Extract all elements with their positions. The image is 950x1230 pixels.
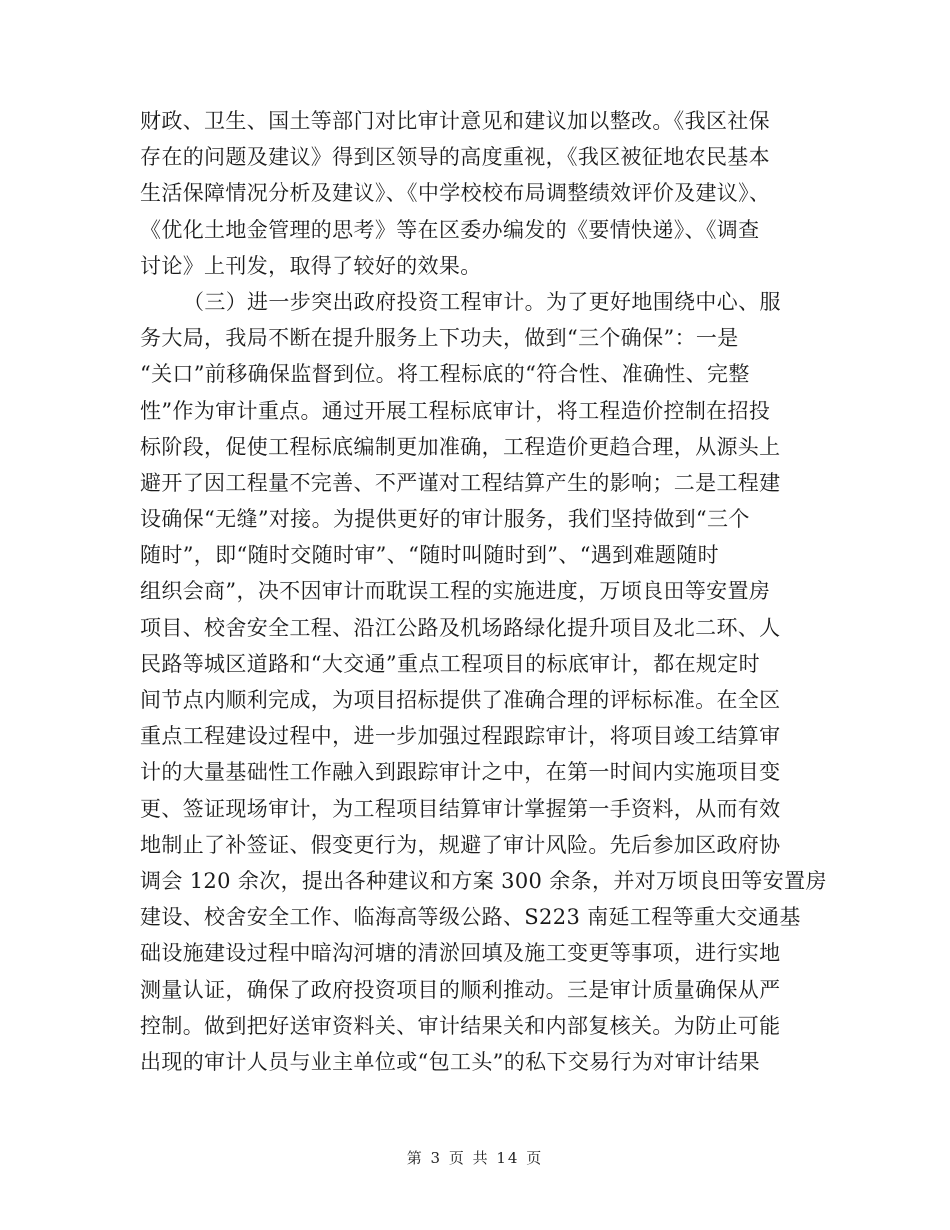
text-line: 项目、校舍安全工程、沿江公路及机场路绿化提升项目及北二环、人	[140, 615, 781, 640]
text-line: 避开了因工程量不完善、不严谨对工程结算产生的影响；二是工程建	[140, 470, 781, 495]
text-line: 更、签证现场审计，为工程项目结算审计掌握第一手资料，从而有效	[140, 796, 781, 821]
text-line: 测量认证，确保了政府投资项目的顺利推动。三是审计质量确保从严	[140, 977, 781, 1002]
text-line: “关口”前移确保监督到位。将工程标底的“符合性、准确性、完整	[140, 362, 750, 387]
text-line: 讨论》上刊发，取得了较好的效果。	[140, 253, 482, 278]
text-line: 建设、校舍安全工作、临海高等级公路、S223 南延工程等重大交通基	[140, 905, 801, 930]
text-line: 生活保障情况分析及建议》、《中学校校布局调整绩效评价及建议》、	[140, 181, 771, 206]
text-line: 随时”，即“随时交随时审”、“随时叫随时到”、“遇到难题随时	[140, 543, 719, 568]
text-line: 《优化土地金管理的思考》等在区委办编发的《要情快递》、《调查	[140, 217, 760, 242]
text-line: 地制止了补签证、假变更行为，规避了审计风险。先后参加区政府协	[140, 832, 781, 857]
page-footer: 第 3 页 共 14 页	[406, 1149, 544, 1167]
text-line: 务大局，我局不断在提升服务上下功夫，做到“三个确保”：一是	[140, 326, 739, 351]
text-line: 组织会商”，决不因审计而耽误工程的实施进度，万顷良田等安置房	[140, 579, 771, 604]
text-line: 财政、卫生、国土等部门对比审计意见和建议加以整改。《我区社保	[140, 109, 770, 133]
paragraph-start-line: （三）进一步突出政府投资工程审计。为了更好地围绕中心、服	[183, 289, 781, 314]
text-line: 民路等城区道路和“大交通”重点工程项目的标底审计，都在规定时	[140, 651, 760, 676]
text-line: 标阶段，促使工程标底编制更加准确，工程造价更趋合理，从源头上	[140, 434, 781, 459]
text-line: 计的大量基础性工作融入到跟踪审计之中，在第一时间内实施项目变	[140, 760, 781, 785]
text-line: 调会 120 余次，提出各种建议和方案 300 余条，并对万顷良田等安置房	[140, 868, 827, 893]
text-line: 性”作为审计重点。通过开展工程标底审计，将工程造价控制在招投	[140, 398, 771, 423]
text-line: 重点工程建设过程中，进一步加强过程跟踪审计，将项目竣工结算审	[140, 724, 781, 749]
text-line: 间节点内顺利完成，为项目招标提供了准确合理的评标标准。在全区	[140, 688, 781, 712]
text-line: 存在的问题及建议》得到区领导的高度重视，《我区被征地农民基本	[140, 145, 770, 170]
text-line: 础设施建设过程中暗沟河塘的清淤回填及施工变更等事项，进行实地	[140, 941, 781, 966]
text-line: 出现的审计人员与业主单位或“包工头”的私下交易行为对审计结果	[140, 1049, 760, 1074]
text-line: 控制。做到把好送审资料关、审计结果关和内部复核关。为防止可能	[140, 1013, 781, 1038]
body-text	[140, 103, 827, 1080]
text-line: 设确保“无缝”对接。为提供更好的审计服务，我们坚持做到“三个	[140, 507, 750, 532]
